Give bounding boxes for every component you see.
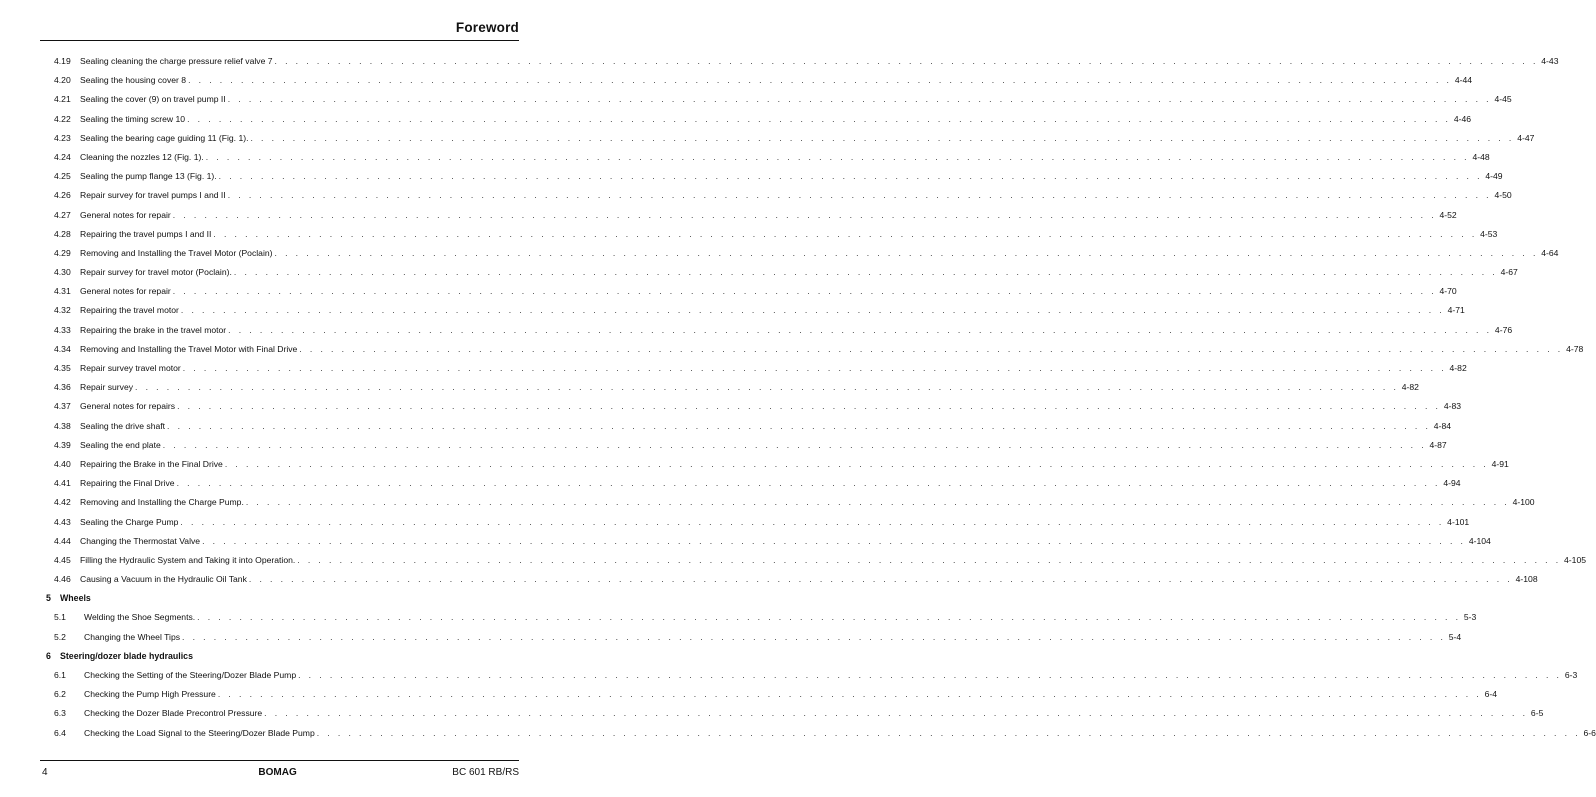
toc-entry bbox=[54, 708, 1544, 727]
toc-entry bbox=[54, 363, 1467, 382]
toc-entry bbox=[54, 286, 1457, 305]
dot-leader: . . . . . . . . . . . . . . . . . . . . . . . . . . . . . . . . . . . . . . . . . . . . . . . . . . . . . . . . . . . . . . . . . . . . . . . . . . . . . . . . . . . . . . . . . . . . . . . . . . . . . . . . . . . . . . . . . . . . . . . . bbox=[274, 247, 1539, 258]
brand-name: BOMAG bbox=[258, 767, 297, 778]
toc-entry-page: 4-91 bbox=[1491, 458, 1509, 469]
toc-entry-number: 4.44 bbox=[54, 535, 71, 546]
toc-entry-page: 4-82 bbox=[1449, 363, 1467, 373]
toc-entry-page: 4-67 bbox=[1500, 267, 1518, 278]
toc-chapter-heading bbox=[46, 593, 517, 612]
toc-entry-page: 4-104 bbox=[1468, 535, 1491, 546]
toc-entry-title: Repairing the travel pumps I and II bbox=[80, 228, 212, 239]
toc-entry-title: Sealing the bearing cage guiding 11 (Fig. 1). bbox=[80, 132, 249, 143]
toc-entry-title: Removing and Installing the Charge Pump. bbox=[80, 497, 244, 508]
toc-entry-page: 4-43 bbox=[1541, 56, 1559, 66]
toc-entry bbox=[54, 574, 1538, 593]
toc-entry-page: 4-101 bbox=[1447, 516, 1470, 527]
toc-entry bbox=[54, 401, 1462, 420]
toc-entry-title: Repair survey for travel pumps I and II bbox=[80, 190, 226, 201]
dot-leader: . . . . . . . . . . . . . . . . . . . . . . . . . . . . . . . . . . . . . . . . . . . . . . . . . . . . . . . . . . . . . . . . . . . . . . . . . . . . . . . . . . . . . . . . . . . . . . . . . . . . . . . . . . . . . . . . . . . . . . . . bbox=[135, 382, 1399, 393]
dot-leader: . . . . . . . . . . . . . . . . . . . . . . . . . . . . . . . . . . . . . . . . . . . . . . . . . . . . . . . . . . . . . . . . . . . . . . . . . . . . . . . . . . . . . . . . . . . . . . . . . . . . . . . . . . . . . . . . . . . . . . . . bbox=[180, 305, 1445, 316]
dot-leader: . . . . . . . . . . . . . . . . . . . . . . . . . . . . . . . . . . . . . . . . . . . . . . . . . . . . . . . . . . . . . . . . . . . . . . . . . . . . . . . . . . . . . . . . . . . . . . . . . . . . . . . . . . . . . . . . . . . . . . . . bbox=[187, 113, 1451, 124]
model-name: BC 601 RB/RS bbox=[452, 767, 519, 778]
toc-entry-number: 6.4 bbox=[54, 727, 66, 738]
toc-entry-page: 5-3 bbox=[1463, 612, 1477, 623]
toc-entry-number: 4.43 bbox=[54, 516, 71, 527]
toc-entry bbox=[54, 75, 1473, 94]
toc-entry-page: 4-64 bbox=[1541, 247, 1559, 258]
toc-entry-page: 4-83 bbox=[1443, 401, 1462, 412]
toc-entry bbox=[54, 56, 1559, 75]
toc-entry-number: 4.46 bbox=[54, 574, 71, 585]
toc-entry-number: 4.33 bbox=[54, 324, 71, 335]
dot-leader: . . . . . . . . . . . . . . . . . . . . . . . . . . . . . . . . . . . . . . . . . . . . . . . . . . . . . . . . . . . . . . . . . . . . . . . . . . . . . . . . . . . . . . . . . . . . . . . . . . . . . . . . . . . . . . . . . . . . . . . . bbox=[182, 631, 1446, 642]
toc-entry bbox=[54, 382, 1419, 401]
section-title: Foreword bbox=[455, 20, 519, 35]
toc-entry-page: 4-45 bbox=[1494, 94, 1512, 105]
toc-entry-title: Sealing the housing cover 8 bbox=[80, 75, 187, 86]
dot-leader: . . . . . . . . . . . . . . . . . . . . . . . . . . . . . . . . . . . . . . . . . . . . . . . . . . . . . . . . . . . . . . . . . . . . . . . . . . . . . . . . . . . . . . . . . . . . . . . . . . . . . . . . . . . . . . . . . . . . . . . . bbox=[217, 689, 1482, 700]
toc-entry-page: 4-82 bbox=[1401, 382, 1419, 393]
toc-entry-number: 4.26 bbox=[54, 190, 71, 201]
toc-entry bbox=[54, 113, 1472, 133]
dot-leader: . . . . . . . . . . . . . . . . . . . . . . . . . . . . . . . . . . . . . . . . . . . . . . . . . . . . . . . . . . . . . . . . . . . . . . . . . . . . . . . . . . . . . . . . . . . . . . . . . . . . . . . . . . . . . . . . . . . . . . . . bbox=[297, 554, 1562, 565]
dot-leader: . . . . . . . . . . . . . . . . . . . . . . . . . . . . . . . . . . . . . . . . . . . . . . . . . . . . . . . . . . . . . . . . . . . . . . . . . . . . . . . . . . . . . . . . . . . . . . . . . . . . . . . . . . . . . . . . . . . . . . . . bbox=[167, 420, 1431, 431]
dot-leader: . . . . . . . . . . . . . . . . . . . . . . . . . . . . . . . . . . . . . . . . . . . . . . . . . . . . . . . . . . . . . . . . . . . . . . . . . . . . . . . . . . . . . . . . . . . . . . . . . . . . . . . . . . . . . . . . . . . . . . . . bbox=[162, 439, 1427, 450]
toc-entry bbox=[54, 132, 1535, 152]
toc-entry-title: Repairing the Final Drive bbox=[80, 478, 175, 489]
dot-leader: . . . . . . . . . . . . . . . . . . . . . . . . . . . . . . . . . . . . . . . . . . . . . . . . . . . . . . . . . . . . . . . . . . . . . . . . . . . . . . . . . . . . . . . . . . . . . . . . . . . . . . . . . . . . . . . . . . . . . . . . bbox=[227, 190, 1492, 201]
toc-entry-number: 6.1 bbox=[54, 670, 66, 680]
toc-entry-number: 4.36 bbox=[54, 382, 71, 393]
toc-chapter-heading bbox=[46, 651, 517, 670]
dot-leader: . . . . . . . . . . . . . . . . . . . . . . . . . . . . . . . . . . . . . . . . . . . . . . . . . . . . . . . . . . . . . . . . . . . . . . . . . . . . . . . . . . . . . . . . . . . . . . . . . . . . . . . . . . . . . . . . . . . . . . . . bbox=[228, 324, 1492, 335]
toc-entry-title: Repairing the Brake in the Final Drive bbox=[80, 458, 223, 469]
toc-entry bbox=[54, 478, 1461, 497]
dot-leader: . . . . . . . . . . . . . . . . . . . . . . . . . . . . . . . . . . . . . . . . . . . . . . . . . . . . . . . . . . . . . . . . . . . . . . . . . . . . . . . . . . . . . . . . . . . . . . . . . . . . . . . . . . . . . . . . . . . . . . . . bbox=[213, 228, 1478, 239]
toc-entry-number: 4.45 bbox=[54, 554, 71, 565]
toc-entry-title: Sealing the pump flange 13 (Fig. 1). bbox=[80, 171, 217, 182]
toc-entry-title: Sealing the timing screw 10 bbox=[80, 113, 186, 124]
toc-entry-number: 4.35 bbox=[54, 363, 71, 373]
toc-entry bbox=[54, 727, 1596, 747]
toc-entry-title: Sealing the end plate bbox=[80, 439, 161, 450]
toc-entry-title: Sealing the Charge Pump bbox=[80, 516, 179, 527]
toc-entry-number: 4.19 bbox=[54, 56, 71, 66]
dot-leader: . . . . . . . . . . . . . . . . . . . . . . . . . . . . . . . . . . . . . . . . . . . . . . . . . . . . . . . . . . . . . . . . . . . . . . . . . . . . . . . . . . . . . . . . . . . . . . . . . . . . . . . . . . . . . . . . . . . . . . . . bbox=[177, 401, 1441, 412]
toc-entry-title: Repairing the travel motor bbox=[80, 305, 179, 316]
toc-entry-title: Sealing the drive shaft bbox=[80, 420, 166, 431]
toc-entry bbox=[54, 151, 1490, 171]
toc-entry bbox=[54, 670, 1578, 689]
toc-entry bbox=[54, 209, 1457, 229]
dot-leader: . . . . . . . . . . . . . . . . . . . . . . . . . . . . . . . . . . . . . . . . . . . . . . . . . . . . . . . . . . . . . . . . . . . . . . . . . . . . . . . . . . . . . . . . . . . . . . . . . . . . . . . . . . . . . . . . . . . . . . . . bbox=[227, 94, 1492, 105]
dot-leader: . . . . . . . . . . . . . . . . . . . . . . . . . . . . . . . . . . . . . . . . . . . . . . . . . . . . . . . . . . . . . . . . . . . . . . . . . . . . . . . . . . . . . . . . . . . . . . . . . . . . . . . . . . . . . . . . . . . . . . . . bbox=[172, 286, 1437, 297]
toc-entry bbox=[54, 190, 1512, 209]
toc-entry-title: Filling the Hydraulic System and Taking it into Operation. bbox=[80, 554, 296, 565]
toc-entry-number: 4.21 bbox=[54, 94, 71, 105]
toc-entry-number: 5 bbox=[46, 593, 51, 604]
toc-entry bbox=[54, 612, 1477, 631]
toc-entry-page: 4-70 bbox=[1439, 286, 1457, 297]
toc-entry bbox=[54, 267, 1518, 286]
dot-leader: . . . . . . . . . . . . . . . . . . . . . . . . . . . . . . . . . . . . . . . . . . . . . . . . . . . . . . . . . . . . . . . . . . . . . . . . . . . . . . . . . . . . . . . . . . . . . . . . . . . . . . . . . . . . . . . . . . . . . . . . bbox=[298, 670, 1562, 680]
toc-entry bbox=[54, 247, 1559, 267]
toc-entry bbox=[54, 516, 1470, 536]
dot-leader: . . . . . . . . . . . . . . . . . . . . . . . . . . . . . . . . . . . . . . . . . . . . . . . . . . . . . . . . . . . . . . . . . . . . . . . . . . . . . . . . . . . . . . . . . . . . . . . . . . . . . . . . . . . . . . . . . . . . . . . . bbox=[224, 458, 1489, 469]
dot-leader: . . . . . . . . . . . . . . . . . . . . . . . . . . . . . . . . . . . . . . . . . . . . . . . . . . . . . . . . . . . . . . . . . . . . . . . . . . . . . . . . . . . . . . . . . . . . . . . . . . . . . . . . . . . . . . . . . . . . . . . . bbox=[218, 171, 1483, 182]
toc-entry-page: 6-5 bbox=[1530, 708, 1544, 719]
dot-leader: . . . . . . . . . . . . . . . . . . . . . . . . . . . . . . . . . . . . . . . . . . . . . . . . . . . . . . . . . . . . . . . . . . . . . . . . . . . . . . . . . . . . . . . . . . . . . . . . . . . . . . . . . . . . . . . . . . . . . . . . bbox=[233, 267, 1498, 278]
toc-entry-page: 4-71 bbox=[1447, 305, 1465, 316]
page-header bbox=[40, 18, 519, 41]
toc-entry-page: 4-78 bbox=[1566, 343, 1584, 354]
toc-entry bbox=[54, 343, 1584, 363]
toc-entry-number: 4.22 bbox=[54, 113, 71, 124]
dot-leader: . . . . . . . . . . . . . . . . . . . . . . . . . . . . . . . . . . . . . . . . . . . . . . . . . . . . . . . . . . . . . . . . . . . . . . . . . . . . . . . . . . . . . . . . . . . . . . . . . . . . . . . . . . . . . . . . . . . . . . . . bbox=[205, 151, 1470, 162]
toc-entry-number: 4.20 bbox=[54, 75, 71, 86]
toc-entry bbox=[54, 554, 1587, 574]
toc-entry-page: 4-47 bbox=[1517, 132, 1535, 143]
dot-leader: . . . . . . . . . . . . . . . . . . . . . . . . . . . . . . . . . . . . . . . . . . . . . . . . . . . . . . . . . . . . . . . . . . . . . . . . . . . . . . . . . . . . . . . . . . . . . . . . . . . . . . . . . . . . . . . . . . . . . . . . bbox=[264, 708, 1528, 719]
dot-leader: . . . . . . . . . . . . . . . . . . . . . . . . . . . . . . . . . . . . . . . . . . . . . . . . . . . . . . . . . . . . . . . . . . . . . . . . . . . . . . . . . . . . . . . . . . . . . . . . . . . . . . . . . . . . . . . . . . . . . . . . bbox=[316, 727, 1581, 738]
toc-entry-number: 6.3 bbox=[54, 708, 66, 719]
toc-entry-title: Checking the Load Signal to the Steering/Dozer Blade Pump bbox=[84, 727, 315, 738]
toc-entry-title: Repair survey bbox=[80, 382, 134, 393]
dot-leader: . . . . . . . . . . . . . . . . . . . . . . . . . . . . . . . . . . . . . . . . . . . . . . . . . . . . . . . . . . . . . . . . . . . . . . . . . . . . . . . . . . . . . . . . . . . . . . . . . . . . . . . . . . . . . . . . . . . . . . . . bbox=[248, 574, 1513, 585]
toc-entry-number: 6 bbox=[46, 650, 51, 661]
dot-leader: . . . . . . . . . . . . . . . . . . . . . . . . . . . . . . . . . . . . . . . . . . . . . . . . . . . . . . . . . . . . . . . . . . . . . . . . . . . . . . . . . . . . . . . . . . . . . . . . . . . . . . . . . . . . . . . . . . . . . . . . bbox=[202, 535, 1466, 546]
toc-entry-number: 4.40 bbox=[54, 458, 71, 469]
toc-entry bbox=[54, 324, 1513, 344]
toc-entry bbox=[54, 689, 1498, 708]
toc-entry bbox=[54, 171, 1503, 190]
page-footer bbox=[40, 760, 519, 781]
toc-entry bbox=[54, 631, 1462, 651]
toc-entry bbox=[54, 535, 1491, 555]
toc-entry-title: Checking the Pump High Pressure bbox=[84, 689, 216, 700]
toc-entry-number: 4.23 bbox=[54, 132, 71, 143]
toc-entry-title: Repair survey for travel motor (Poclain). bbox=[80, 267, 232, 278]
dot-leader: . . . . . . . . . . . . . . . . . . . . . . . . . . . . . . . . . . . . . . . . . . . . . . . . . . . . . . . . . . . . . . . . . . . . . . . . . . . . . . . . . . . . . . . . . . . . . . . . . . . . . . . . . . . . . . . . . . . . . . . . bbox=[250, 132, 1515, 143]
toc-entry-title: Changing the Thermostat Valve bbox=[80, 535, 201, 546]
toc-entry-number: 4.25 bbox=[54, 171, 71, 182]
dot-leader: . . . . . . . . . . . . . . . . . . . . . . . . . . . . . . . . . . . . . . . . . . . . . . . . . . . . . . . . . . . . . . . . . . . . . . . . . . . . . . . . . . . . . . . . . . . . . . . . . . . . . . . . . . . . . . . . . . . . . . . . bbox=[176, 478, 1441, 489]
dot-leader: . . . . . . . . . . . . . . . . . . . . . . . . . . . . . . . . . . . . . . . . . . . . . . . . . . . . . . . . . . . . . . . . . . . . . . . . . . . . . . . . . . . . . . . . . . . . . . . . . . . . . . . . . . . . . . . . . . . . . . . . bbox=[182, 363, 1447, 373]
dot-leader: . . . . . . . . . . . . . . . . . . . . . . . . . . . . . . . . . . . . . . . . . . . . . . . . . . . . . . . . . . . . . . . . . . . . . . . . . . . . . . . . . . . . . . . . . . . . . . . . . . . . . . . . . . . . . . . . . . . . . . . . bbox=[172, 209, 1437, 220]
toc-entry-title: Removing and Installing the Travel Motor (Poclain) bbox=[80, 247, 273, 258]
toc-entry-number: 5.2 bbox=[54, 631, 66, 642]
toc-entry-page: 4-108 bbox=[1515, 574, 1538, 585]
toc-entry bbox=[54, 439, 1447, 459]
toc-entry-title: Steering/dozer blade hydraulics bbox=[60, 650, 193, 661]
toc-entry-page: 4-49 bbox=[1485, 171, 1503, 182]
toc-entry-title: Sealing the cover (9) on travel pump II bbox=[80, 94, 226, 105]
dot-leader: . . . . . . . . . . . . . . . . . . . . . . . . . . . . . . . . . . . . . . . . . . . . . . . . . . . . . . . . . . . . . . . . . . . . . . . . . . . . . . . . . . . . . . . . . . . . . . . . . . . . . . . . . . . . . . . . . . . . . . . . bbox=[188, 75, 1452, 86]
toc-entry-title: Repair survey travel motor bbox=[80, 363, 181, 373]
toc-entry-title: General notes for repairs bbox=[80, 401, 176, 412]
toc-entry-title: Repairing the brake in the travel motor bbox=[80, 324, 227, 335]
toc-entry-page: 4-87 bbox=[1429, 439, 1447, 450]
dot-leader: . . . . . . . . . . . . . . . . . . . . . . . . . . . . . . . . . . . . . . . . . . . . . . . . . . . . . . . . . . . . . . . . . . . . . . . . . . . . . . . . . . . . . . . . . . . . . . . . . . . . . . . . . . . . . . . . . . . . . . . . bbox=[245, 497, 1510, 508]
toc-entry-title: Checking the Dozer Blade Precontrol Pressure bbox=[84, 708, 263, 719]
toc-entry-page: 6-4 bbox=[1484, 689, 1498, 700]
toc-entry-page: 4-84 bbox=[1433, 420, 1451, 431]
page-number: 4 bbox=[42, 767, 48, 778]
toc-entry-number: 5.1 bbox=[54, 612, 66, 623]
toc-entry-number: 4.41 bbox=[54, 478, 71, 489]
toc-entry-page: 4-48 bbox=[1472, 151, 1490, 162]
toc-entry-number: 4.28 bbox=[54, 228, 71, 239]
toc-entry-page: 4-52 bbox=[1439, 209, 1457, 220]
toc-entry-title: Checking the Setting of the Steering/Dozer Blade Pump bbox=[84, 670, 297, 680]
toc-entry bbox=[54, 228, 1498, 248]
toc-entry-page: 4-46 bbox=[1453, 113, 1472, 124]
toc-entry-page: 4-44 bbox=[1454, 75, 1473, 86]
toc-entry-title: Wheels bbox=[60, 593, 91, 604]
toc-entry-number: 4.37 bbox=[54, 401, 71, 412]
toc-entry-page: 4-94 bbox=[1443, 478, 1461, 489]
toc-entry-number: 4.39 bbox=[54, 439, 71, 450]
toc-entry-page: 4-50 bbox=[1494, 190, 1512, 201]
toc-entry-number: 4.42 bbox=[54, 497, 71, 508]
toc-entry-page: 4-105 bbox=[1564, 554, 1587, 565]
toc-entry-title: General notes for repair bbox=[80, 209, 171, 220]
toc-entry-page: 4-100 bbox=[1512, 497, 1535, 508]
toc-entry bbox=[54, 94, 1512, 113]
dot-leader: . . . . . . . . . . . . . . . . . . . . . . . . . . . . . . . . . . . . . . . . . . . . . . . . . . . . . . . . . . . . . . . . . . . . . . . . . . . . . . . . . . . . . . . . . . . . . . . . . . . . . . . . . . . . . . . . . . . . . . . . bbox=[197, 612, 1461, 623]
toc-entry bbox=[54, 458, 1509, 478]
toc-entry-number: 4.29 bbox=[54, 247, 71, 258]
toc-entry-page: 5-4 bbox=[1448, 631, 1462, 642]
toc-entry-title: Changing the Wheel Tips bbox=[84, 631, 181, 642]
toc-entry-number: 4.32 bbox=[54, 305, 71, 316]
toc-entry-number: 4.38 bbox=[54, 420, 71, 431]
toc-entry-title: Removing and Installing the Travel Motor with Final Drive bbox=[80, 343, 298, 354]
dot-leader: . . . . . . . . . . . . . . . . . . . . . . . . . . . . . . . . . . . . . . . . . . . . . . . . . . . . . . . . . . . . . . . . . . . . . . . . . . . . . . . . . . . . . . . . . . . . . . . . . . . . . . . . . . . . . . . . . . . . . . . . bbox=[180, 516, 1445, 527]
toc-entry-title: General notes for repair bbox=[80, 286, 171, 297]
toc-entry-number: 4.24 bbox=[54, 151, 71, 162]
toc-entry-title: Causing a Vacuum in the Hydraulic Oil Tank bbox=[80, 574, 247, 585]
toc-entry-page: 6-3 bbox=[1564, 670, 1578, 680]
toc-entry-number: 4.31 bbox=[54, 286, 71, 297]
toc-entry-title: Cleaning the nozzles 12 (Fig. 1). bbox=[80, 151, 204, 162]
toc-entry-number: 4.30 bbox=[54, 267, 71, 278]
toc-entry-number: 6.2 bbox=[54, 689, 66, 700]
toc-entry-page: 4-76 bbox=[1494, 324, 1513, 335]
toc-entry-title: Sealing cleaning the charge pressure relief valve 7 bbox=[80, 56, 273, 66]
dot-leader: . . . . . . . . . . . . . . . . . . . . . . . . . . . . . . . . . . . . . . . . . . . . . . . . . . . . . . . . . . . . . . . . . . . . . . . . . . . . . . . . . . . . . . . . . . . . . . . . . . . . . . . . . . . . . . . . . . . . . . . . bbox=[274, 56, 1539, 66]
toc-entry bbox=[54, 305, 1465, 324]
toc-entry-number: 4.34 bbox=[54, 343, 71, 354]
toc-entry-page: 4-53 bbox=[1480, 228, 1498, 239]
toc-entry-page: 6-6 bbox=[1583, 727, 1596, 738]
toc-entry bbox=[54, 497, 1535, 516]
toc-entry-number: 4.27 bbox=[54, 209, 71, 220]
dot-leader: . . . . . . . . . . . . . . . . . . . . . . . . . . . . . . . . . . . . . . . . . . . . . . . . . . . . . . . . . . . . . . . . . . . . . . . . . . . . . . . . . . . . . . . . . . . . . . . . . . . . . . . . . . . . . . . . . . . . . . . . bbox=[299, 343, 1564, 354]
toc-entry-title: Welding the Shoe Segments. bbox=[84, 612, 196, 623]
toc-entry bbox=[54, 420, 1451, 440]
table-of-contents bbox=[46, 56, 1596, 747]
